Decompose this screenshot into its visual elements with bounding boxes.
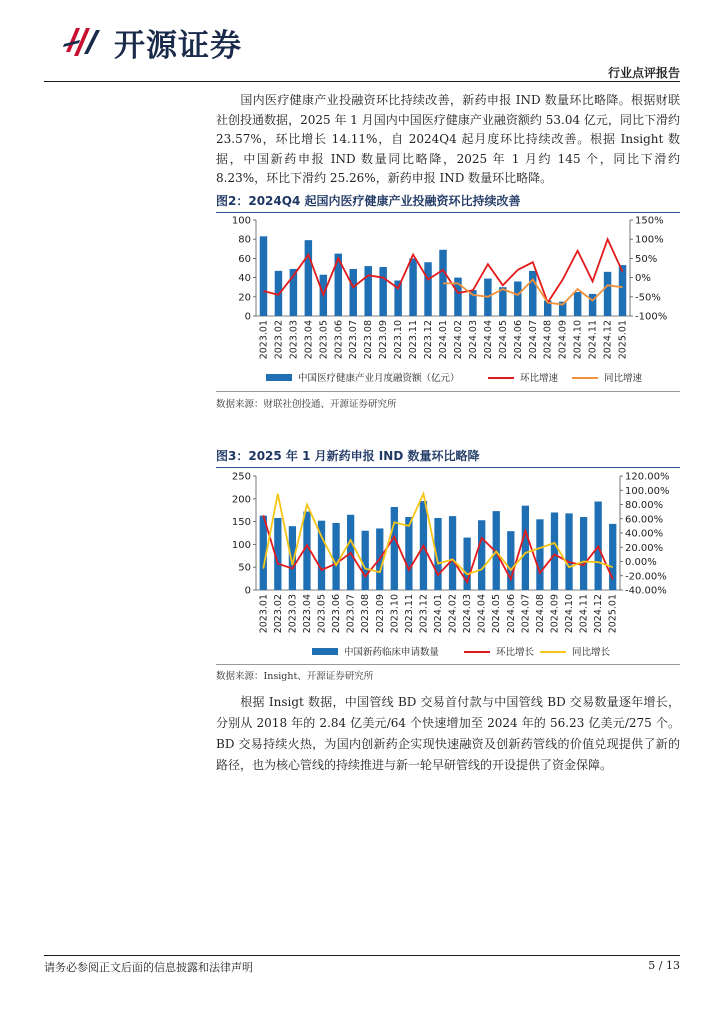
fig3-right-tick-label: 40.00% — [625, 528, 664, 540]
figure-3-source-divider — [216, 664, 680, 665]
company-logo — [60, 22, 290, 62]
fig2-x-tick-label: 2024.07 — [527, 320, 539, 360]
figure-3-source: 数据来源：Insight、开源证券研究所 — [216, 671, 374, 682]
fig3-bar — [580, 517, 587, 590]
fig3-x-tick-label: 2024.03 — [462, 594, 474, 634]
fig2-x-tick-label: 2023.07 — [348, 320, 360, 360]
fig3-x-tick-label: 2024.11 — [578, 594, 590, 634]
fig2-bar — [350, 269, 357, 316]
fig2-right-tick-label: 0% — [635, 273, 651, 285]
fig3-right-tick-label: 0.00% — [625, 557, 657, 568]
fig3-x-tick-label: 2024.12 — [593, 594, 605, 634]
fig2-x-tick-label: 2024.11 — [587, 320, 599, 360]
fig2-x-tick-label: 2023.05 — [318, 320, 330, 360]
fig2-right-tick-label: -100% — [635, 311, 668, 323]
fig2-x-tick-label: 2024.05 — [497, 320, 509, 360]
logo-text: 开源证券 — [114, 27, 242, 64]
fig2-left-tick-label: 0 — [244, 311, 251, 323]
fig3-right-tick-label: 60.00% — [625, 514, 664, 526]
figure-3-chart — [216, 466, 680, 664]
fig3-legend-line-label: 环比增长 — [496, 647, 535, 658]
fig2-x-tick-label: 2023.11 — [408, 320, 420, 360]
fig3-bar — [362, 531, 369, 590]
fig2-left-tick-label: 100 — [231, 215, 251, 227]
fig2-x-tick-label: 2024.12 — [602, 320, 614, 360]
fig2-bar — [619, 265, 626, 316]
logo-mark-icon — [60, 22, 106, 62]
header-divider — [44, 81, 680, 82]
fig3-x-tick-label: 2025.01 — [607, 594, 619, 634]
fig3-x-tick-label: 2023.05 — [316, 594, 328, 634]
footer-divider — [44, 955, 680, 956]
page-number: 5 / 13 — [648, 959, 680, 972]
figure-3-title: 图3：2025 年 1 月新药申报 IND 数量环比略降 — [216, 447, 680, 468]
fig3-right-tick-label: 80.00% — [625, 500, 664, 511]
fig3-legend-bar-label: 中国新药临床申请数量 — [344, 647, 440, 658]
fig2-x-tick-label: 2024.01 — [438, 320, 449, 360]
fig3-left-tick-label: 100 — [231, 539, 251, 551]
fig3-x-tick-label: 2023.02 — [272, 594, 284, 634]
fig2-x-tick-label: 2024.08 — [542, 320, 554, 360]
figure-2-source-divider — [216, 391, 680, 392]
fig3-bar — [536, 519, 543, 590]
fig3-bar — [551, 512, 558, 590]
figure-2-source: 数据来源：财联社创投通、开源证券研究所 — [216, 399, 397, 410]
fig3-x-tick-label: 2024.05 — [491, 594, 503, 634]
fig2-x-tick-label: 2024.03 — [467, 320, 479, 360]
fig2-x-tick-label: 2023.01 — [258, 320, 270, 360]
fig3-x-tick-label: 2024.07 — [520, 594, 532, 634]
fig3-bar — [391, 507, 398, 590]
paragraph-2-text: 根据 Insigt 数据，中国管线 BD 交易首付款与中国管线 BD 交易数量逐年增长，分别从 2018 年的 2.84 亿美元/64 个快速增加至 2024 年的 56.23 亿美元/275 个。BD 交易持续火热，为国内创新药企实现快速融资及创新药管线的价值兑现提供了新的路径，也为核心管线的持续推进与新一轮早研管线的开设提供了资金保障。 — [216, 695, 680, 772]
figure-2-chart — [216, 210, 680, 390]
fig2-right-tick-label: 150% — [635, 215, 664, 227]
paragraph-1-text: 国内医疗健康产业投融资环比持续改善，新药申报 IND 数量环比略降。根据财联社创投通数据，2025 年 1 月国内中国医疗健康产业融资额约 53.04 亿元，同比下滑约 23.57%，环比增长 14.11%，自 2024Q4 起月度环比持续改善。根据 Insight 数据，中国新药申报 IND 数量同比略降，2025 年 1 月约 145 个，同比下滑约 8.23%，环比下滑约 25.26%，新药申报 IND 数量环比略降。 — [216, 93, 680, 185]
body-paragraph-1 — [216, 91, 680, 189]
fig3-x-tick-label: 2024.01 — [433, 594, 444, 634]
fig3-legend-line-label: 同比增长 — [572, 647, 611, 658]
fig3-x-tick-label: 2023.08 — [360, 594, 372, 634]
fig2-left-tick-label: 80 — [238, 234, 251, 246]
report-type-label: 行业点评报告 — [607, 66, 680, 80]
fig2-x-tick-label: 2023.03 — [288, 320, 300, 360]
figure-2-svg — [216, 210, 680, 390]
fig3-right-tick-label: 100.00% — [625, 485, 670, 497]
fig2-x-tick-label: 2024.10 — [572, 320, 584, 360]
fig3-bar — [522, 506, 529, 590]
fig3-x-tick-label: 2023.03 — [287, 594, 299, 634]
fig2-x-tick-label: 2023.02 — [273, 320, 285, 360]
fig3-x-tick-label: 2023.11 — [403, 594, 415, 634]
fig2-x-tick-label: 2024.04 — [482, 320, 494, 360]
fig3-x-tick-label: 2024.06 — [505, 594, 517, 634]
fig3-bar — [565, 513, 572, 590]
fig3-left-tick-label: 50 — [238, 562, 251, 574]
fig2-bar — [424, 262, 431, 316]
fig2-x-tick-label: 2023.08 — [363, 320, 375, 360]
fig3-bar — [332, 523, 339, 590]
fig3-x-tick-label: 2024.08 — [534, 594, 546, 634]
fig3-bar — [609, 524, 616, 590]
figure-2-title: 图2：2024Q4 起国内医疗健康产业投融资环比持续改善 — [216, 192, 680, 213]
fig2-x-tick-label: 2024.09 — [557, 320, 569, 360]
fig3-bar — [478, 520, 485, 590]
fig3-x-tick-label: 2023.06 — [331, 594, 343, 634]
figure-3-svg — [216, 466, 680, 664]
fig2-x-tick-label: 2023.10 — [393, 320, 405, 360]
fig2-legend-bar-label: 中国医疗健康产业月度融资额（亿元） — [298, 373, 460, 384]
fig2-x-tick-label: 2023.04 — [303, 320, 315, 360]
fig3-x-tick-label: 2023.07 — [345, 594, 357, 634]
fig3-right-tick-label: -40.00% — [625, 585, 667, 597]
fig3-x-tick-label: 2024.04 — [476, 594, 488, 634]
fig2-bar — [529, 271, 536, 316]
fig2-legend-line-label: 环比增速 — [520, 373, 559, 384]
fig2-x-tick-label: 2024.06 — [512, 320, 524, 360]
fig3-right-tick-label: -20.00% — [625, 571, 667, 583]
fig3-x-tick-label: 2023.01 — [258, 594, 270, 634]
fig2-x-tick-label: 2024.02 — [452, 320, 464, 360]
fig2-left-tick-label: 60 — [238, 253, 251, 265]
fig2-x-tick-label: 2025.01 — [617, 320, 629, 360]
fig3-x-tick-label: 2023.09 — [374, 594, 386, 634]
fig3-x-tick-label: 2024.09 — [549, 594, 561, 634]
fig2-bar — [364, 266, 371, 316]
fig3-legend-bar-swatch — [312, 648, 338, 655]
fig2-bar — [514, 281, 521, 316]
fig3-x-tick-label: 2024.10 — [564, 594, 576, 634]
fig3-left-tick-label: 0 — [244, 585, 251, 597]
fig3-bar — [405, 517, 412, 590]
fig3-x-tick-label: 2023.04 — [301, 594, 313, 634]
fig2-x-tick-label: 2023.12 — [423, 320, 435, 360]
disclaimer-note: 请务必参阅正文后面的信息披露和法律声明 — [44, 961, 253, 974]
fig2-bar — [260, 236, 267, 316]
fig2-legend-line-label: 同比增速 — [604, 373, 643, 384]
fig2-bar — [604, 272, 611, 316]
fig2-bar — [574, 292, 581, 316]
fig3-left-tick-label: 250 — [231, 471, 251, 483]
fig2-left-tick-label: 40 — [238, 273, 251, 285]
fig2-legend-bar-swatch — [266, 374, 292, 381]
fig3-left-tick-label: 150 — [231, 517, 251, 529]
fig2-x-tick-label: 2023.09 — [378, 320, 390, 360]
fig2-right-tick-label: 50% — [635, 253, 658, 265]
fig3-right-tick-label: 120.00% — [625, 471, 670, 483]
fig2-x-tick-label: 2023.06 — [333, 320, 345, 360]
fig2-bar — [305, 240, 312, 316]
fig2-bar — [409, 258, 416, 316]
fig3-right-tick-label: 20.00% — [625, 542, 664, 554]
fig3-x-tick-label: 2023.10 — [389, 594, 401, 634]
fig3-left-tick-label: 200 — [231, 494, 251, 506]
fig2-bar — [379, 267, 386, 316]
fig2-left-tick-label: 20 — [238, 292, 251, 304]
fig2-right-tick-label: 100% — [635, 234, 664, 246]
fig3-x-tick-label: 2024.02 — [447, 594, 459, 634]
body-paragraph-2 — [216, 692, 680, 776]
fig2-right-tick-label: -50% — [635, 292, 661, 304]
fig3-x-tick-label: 2023.12 — [418, 594, 430, 634]
fig2-bar — [499, 287, 506, 316]
fig3-bar — [449, 516, 456, 590]
